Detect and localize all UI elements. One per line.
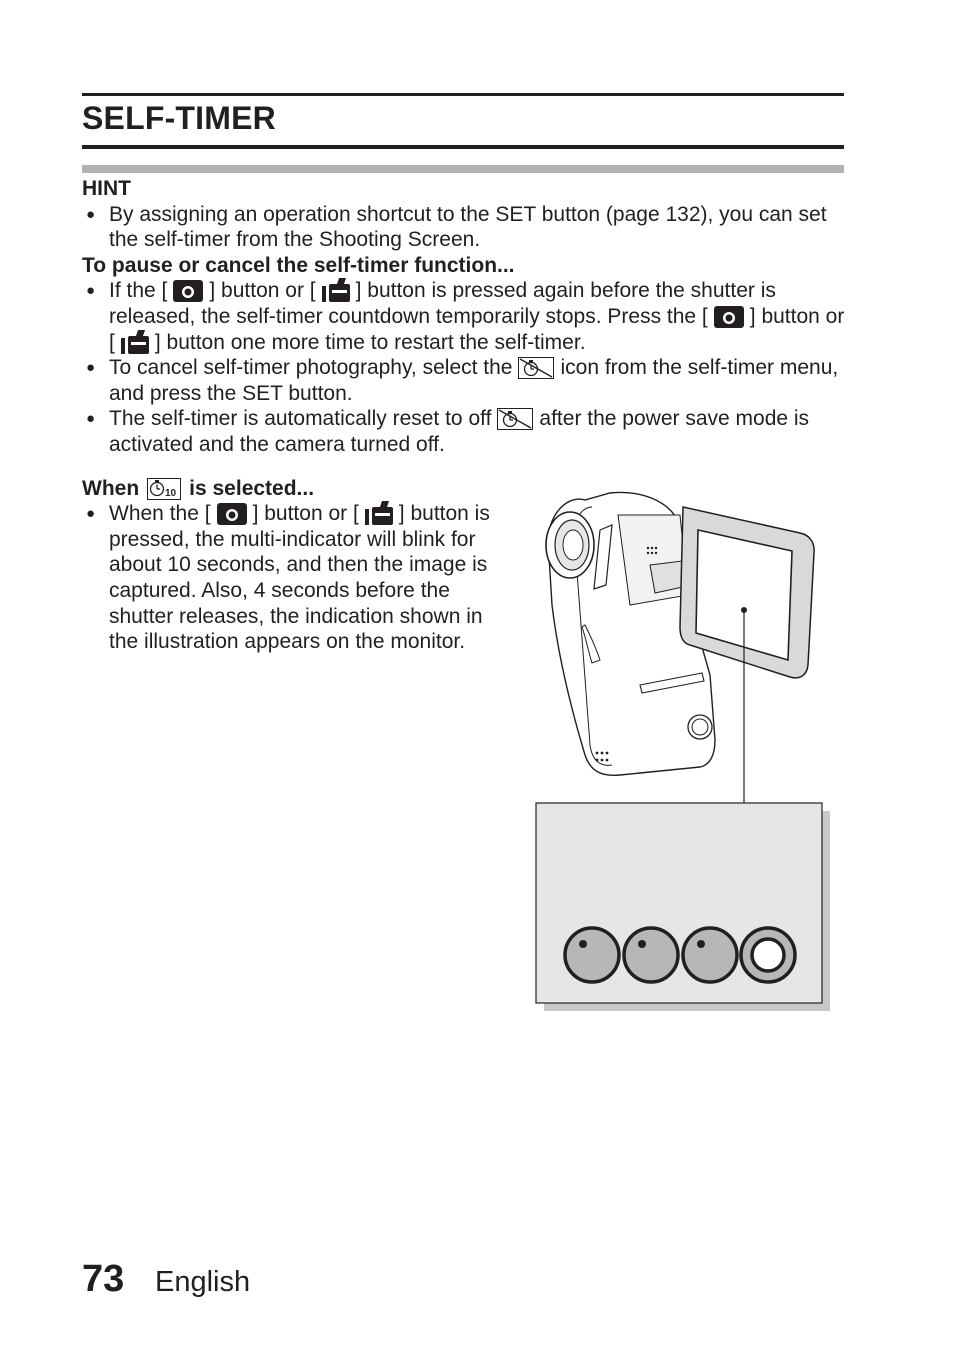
text: When the [: [109, 502, 211, 526]
camera-icon: [217, 503, 247, 525]
when-section: [82, 476, 512, 655]
svg-text:10: 10: [165, 487, 177, 499]
text: ] button or [: [209, 279, 316, 303]
title-rule-top: [82, 93, 844, 96]
hint-bullet: [82, 202, 852, 253]
video-camera-icon: [322, 278, 350, 302]
text: ] button is pressed, the multi-indicator will blink for about 10 seconds, and then the image is captured. Also, 4 seconds before the shutter releases, the indication shown in the illustration appears on the monitor.: [109, 502, 490, 654]
video-camera-icon: [121, 330, 149, 354]
page-number: 73: [82, 1258, 125, 1300]
hint-bullet-text: By assigning an operation shortcut to the SET button (page 132), you can set the self-timer from the Shooting Screen.: [109, 202, 827, 252]
self-timer-off-icon: [497, 408, 533, 430]
when-bullet: [82, 501, 512, 655]
text: ] button or [: [109, 304, 845, 354]
text: ] button one more time to restart the self-timer.: [154, 330, 586, 354]
camera-icon: [714, 306, 744, 328]
page-title: SELF-TIMER: [82, 100, 276, 136]
when-heading: [82, 476, 512, 502]
text: The self-timer is automatically reset to off: [109, 407, 492, 431]
camera-illustration: [530, 485, 840, 1025]
self-timer-off-icon: [518, 357, 554, 379]
footer-language: English: [155, 1266, 251, 1298]
camera-drawing: [530, 485, 840, 1025]
text: ] button or [: [252, 502, 359, 526]
title-rule-bottom: [82, 145, 844, 149]
hint-heading: HINT: [82, 177, 131, 200]
text: icon from the self-timer menu, and press the SET button.: [109, 356, 839, 405]
text: When: [82, 476, 140, 500]
hint-bar: [82, 165, 844, 173]
hint-list: [82, 202, 852, 253]
text: is selected...: [189, 476, 315, 500]
text: To cancel self-timer photography, select the: [109, 356, 513, 380]
text: ] button is pressed again before the shutter is released, the self-timer countdown temporarily stops. Press the [: [109, 279, 776, 328]
pause-bullet-2: [82, 355, 852, 406]
pause-heading: To pause or cancel the self-timer function...: [82, 253, 515, 277]
video-camera-icon: [365, 501, 393, 525]
pause-list: [82, 278, 852, 457]
when-list: [82, 501, 512, 655]
text: after the power save mode is activated and the camera turned off.: [109, 407, 810, 456]
pause-bullet-1: [82, 278, 852, 355]
text: If the [: [109, 279, 168, 303]
pause-bullet-3: [82, 406, 852, 457]
self-timer-10s-icon: [147, 478, 181, 500]
camera-icon: [173, 280, 203, 302]
